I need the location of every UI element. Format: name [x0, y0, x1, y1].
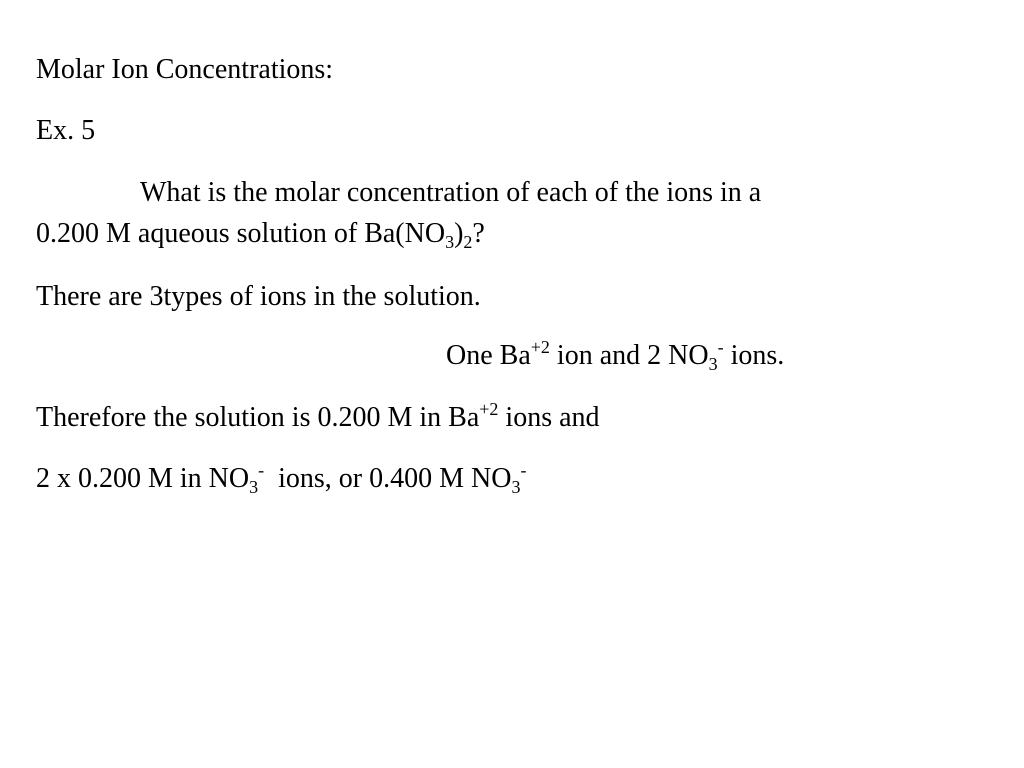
- example-label: [36, 114, 95, 148]
- no3-subscript: 3: [708, 354, 718, 374]
- one-ba-text: One Ba: [446, 340, 531, 371]
- question-line-2-prefix: 0.200 M aqueous solution of Ba(NO: [36, 218, 446, 249]
- ion-middle-text: ion and 2 NO: [549, 340, 709, 371]
- result-middle: ions, or 0.400 M NO: [264, 463, 512, 494]
- no3-charge-superscript: -: [717, 337, 724, 357]
- question-line-1-text: What is the molar concentration of each of the ions in a: [140, 177, 762, 208]
- therefore-prefix: Therefore the solution is 0.200 M in Ba: [36, 402, 480, 433]
- question-line-2: [36, 217, 485, 251]
- slide-heading: [36, 53, 333, 87]
- nitrate-subscript: 3: [445, 232, 455, 252]
- question-line-1: [140, 176, 761, 210]
- ions-end-text: ions.: [723, 340, 785, 371]
- result-sub-2: 3: [511, 477, 521, 497]
- close-paren: ): [454, 218, 464, 249]
- ion-types-text: There are 3types of ions in the solution.: [36, 281, 481, 312]
- ion-breakdown: [446, 339, 784, 373]
- formula-subscript: 2: [463, 232, 473, 252]
- example-label-text: Ex. 5: [36, 115, 96, 146]
- result-prefix: 2 x 0.200 M in NO: [36, 463, 250, 494]
- result-sub-1: 3: [249, 477, 259, 497]
- heading-text: Molar Ion Concentrations:: [36, 54, 334, 85]
- question-mark: ?: [472, 218, 485, 249]
- ba-charge-superscript: +2: [530, 337, 550, 357]
- therefore-ba-charge: +2: [479, 399, 499, 419]
- result-charge-2: -: [520, 460, 527, 480]
- therefore-suffix: ions and: [498, 402, 600, 433]
- therefore-statement: [36, 401, 600, 435]
- result-statement: [36, 462, 526, 496]
- ion-types-statement: [36, 280, 481, 314]
- result-charge-1: -: [258, 460, 265, 480]
